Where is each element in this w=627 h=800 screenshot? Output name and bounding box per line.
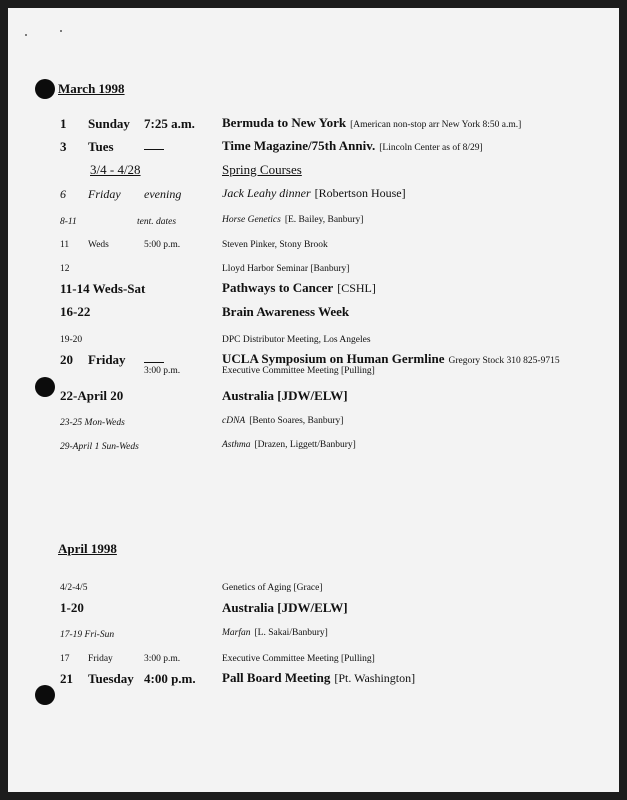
schedule-row-continued xyxy=(8,362,619,378)
event-note: [Robertson House] xyxy=(314,186,406,200)
date: 3 xyxy=(60,139,67,154)
event-note: [Bento Soares, Banbury] xyxy=(249,416,344,426)
event-title: Horse Genetics xyxy=(222,215,281,225)
weekday: Friday xyxy=(88,352,126,367)
event-title: Time Magazine/75th Anniv. xyxy=(222,138,376,153)
schedule-row xyxy=(8,277,619,299)
schedule-row xyxy=(8,432,619,454)
event-note: [Drazen, Liggett/Banbury] xyxy=(254,440,356,450)
schedule-row xyxy=(8,620,619,642)
event-note: [American non-stop arr New York 8:50 a.m.] xyxy=(350,120,522,130)
event-note: [Lincoln Center as of 8/29] xyxy=(379,143,483,153)
time: 3:00 p.m. xyxy=(144,654,181,664)
event-note: [L. Sakai/Banbury] xyxy=(254,628,328,638)
date: 4/2-4/5 xyxy=(60,583,88,593)
binder-hole xyxy=(35,79,55,99)
date: 6 xyxy=(60,187,66,201)
time: 5:00 p.m. xyxy=(144,240,181,250)
event-title: Bermuda to New York xyxy=(222,115,347,130)
date: 1-20 xyxy=(60,600,84,615)
event-title: UCLA Symposium on Human Germline xyxy=(222,351,445,366)
event-note: [CSHL] xyxy=(337,281,376,295)
schedule-row xyxy=(8,207,619,229)
date: 17-19 Fri-Sun xyxy=(60,630,115,640)
schedule-row xyxy=(8,325,619,347)
date: 22-April 20 xyxy=(60,388,124,403)
date: 19-20 xyxy=(60,335,83,345)
time: evening xyxy=(144,187,182,201)
event-title: cDNA xyxy=(222,416,246,426)
weekday: Weds xyxy=(88,240,109,250)
date: 12 xyxy=(60,264,70,274)
schedule-row xyxy=(8,596,619,618)
event-title: Brain Awareness Week xyxy=(222,304,350,319)
month-heading-april: April 1998 xyxy=(58,541,117,556)
document-page xyxy=(8,8,619,792)
weekday: Tues xyxy=(88,139,114,154)
weekday: Friday xyxy=(88,187,121,201)
schedule-row xyxy=(8,230,619,252)
paper-speck xyxy=(25,34,27,36)
weekday: Sunday xyxy=(88,116,130,131)
event-title: DPC Distributor Meeting, Los Angeles xyxy=(222,335,371,345)
event-title: Pall Board Meeting xyxy=(222,670,331,685)
schedule-row xyxy=(8,182,619,204)
event-title: Pathways to Cancer xyxy=(222,280,334,295)
month-heading-march: March 1998 xyxy=(58,81,125,96)
event-title: Marfan xyxy=(222,628,251,638)
event-title: Genetics of Aging [Grace] xyxy=(222,583,323,593)
schedule-row xyxy=(8,135,619,157)
event-note: Gregory Stock 310 825-9715 xyxy=(448,356,560,366)
date: 11 xyxy=(60,240,70,250)
blank-time-line xyxy=(144,139,164,150)
schedule-row xyxy=(8,384,619,406)
event-title: Executive Committee Meeting [Pulling] xyxy=(222,654,375,664)
date: 11-14 Weds-Sat xyxy=(60,281,146,296)
event-title: Australia [JDW/ELW] xyxy=(222,600,348,615)
schedule-row xyxy=(8,112,619,134)
date: 21 xyxy=(60,671,73,686)
date: 1 xyxy=(60,116,67,131)
date-range: 3/4 - 4/28 xyxy=(90,162,141,177)
date: 8-11 xyxy=(60,217,77,227)
time: 7:25 a.m. xyxy=(144,116,195,131)
event-title: Executive Committee Meeting [Pulling] xyxy=(222,366,375,376)
weekday: Friday xyxy=(88,654,113,664)
weekday: Tuesday xyxy=(88,671,134,686)
event-note: [E. Bailey, Banbury] xyxy=(284,215,364,225)
date: 17 xyxy=(60,654,70,664)
date: 29-April 1 Sun-Weds xyxy=(60,442,139,452)
schedule-row xyxy=(8,667,619,689)
schedule-row xyxy=(8,300,619,322)
schedule-row xyxy=(8,573,619,595)
date: 20 xyxy=(60,352,73,367)
schedule-row xyxy=(8,644,619,666)
schedule-row xyxy=(8,408,619,430)
time: tent. dates xyxy=(137,217,177,227)
schedule-row xyxy=(8,254,619,276)
date: 23-25 Mon-Weds xyxy=(60,418,125,428)
date: 16-22 xyxy=(60,304,91,319)
paper-speck xyxy=(60,30,62,32)
event-title: Steven Pinker, Stony Brook xyxy=(222,240,328,250)
event-title: Jack Leahy dinner xyxy=(222,186,311,200)
time: 4:00 p.m. xyxy=(144,671,196,686)
time: 3:00 p.m. xyxy=(144,366,181,376)
event-title: Asthma xyxy=(222,440,251,450)
event-title: Spring Courses xyxy=(222,162,302,177)
event-title: Australia [JDW/ELW] xyxy=(222,388,348,403)
schedule-row xyxy=(8,158,619,180)
event-note: [Pt. Washington] xyxy=(334,671,416,685)
event-title: Lloyd Harbor Seminar [Banbury] xyxy=(222,264,350,274)
